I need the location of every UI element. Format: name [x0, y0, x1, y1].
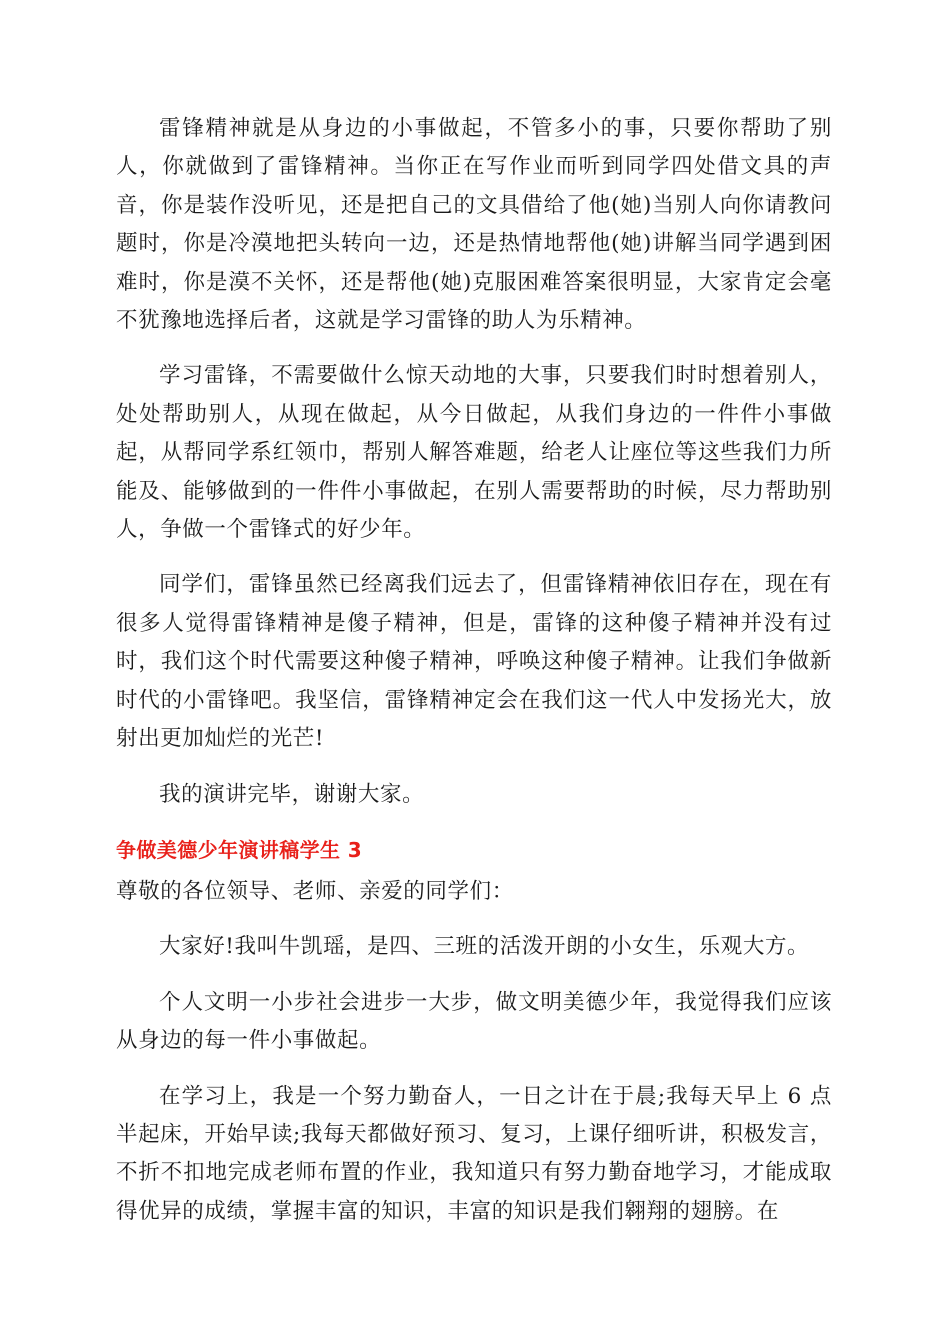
- paragraph-gap: [116, 967, 832, 984]
- paragraph-gap: [116, 814, 832, 831]
- paragraph-leifeng-small-things: 雷锋精神就是从身边的小事做起，不管多小的事，只要你帮助了别人，你就做到了雷锋精神。当你正在写作业而听到同学四处借文具的声音，你是装作没听见，还是把自己的文具借给了他(她)当别人向你请教问题时，你是冷漠地把头转向一边，还是热情地帮他(她)讲解当同学遇到困难时，你是漠不关怀，还是帮他(她)克服困难答案很明显，大家肯定会毫不犹豫地选择后者，这就是学习雷锋的助人为乐精神。: [116, 116, 832, 334]
- paragraph-gap: [116, 911, 832, 928]
- paragraph-closing: 我的演讲完毕，谢谢大家。: [159, 781, 425, 807]
- paragraph-gap: [116, 340, 832, 357]
- section-title: 争做美德少年演讲稿学生 3: [116, 837, 363, 862]
- paragraph-learn-leifeng: 学习雷锋，不需要做什么惊天动地的大事，只要我们时时想着别人，处处帮助别人，从现在做起，从今日做起，从我们身边的一件件小事做起，从帮同学系红领巾，帮别人解答难题，给老人让座位等这些我们力所能及、能够做到的一件件小事做起，在别人需要帮助的时候，尽力帮助别人，争做一个雷锋式的好少年。: [116, 363, 832, 543]
- paragraph-study: 在学习上，我是一个努力勤奋人，一日之计在于晨;我每天早上 6 点半起床，开始早读;我每天都做好预习、复习，上课仔细听讲，积极发言，不折不扣地完成老师布置的作业，我知道只有努力勤奋地学习，才能成取得优异的成绩，掌握丰富的知识，丰富的知识是我们翱翔的翅膀。在: [116, 1083, 832, 1224]
- document-body: [116, 110, 832, 1231]
- paragraph-gap: [116, 549, 832, 566]
- paragraph-greeting: 大家好!我叫牛凯瑶，是四、三班的活泼开朗的小女生，乐观大方。: [159, 934, 810, 960]
- salutation: 尊敬的各位领导、老师、亲爱的同学们：: [116, 878, 514, 904]
- paragraph-gap: [116, 759, 832, 776]
- paragraph-civilization: 个人文明一小步社会进步一大步，做文明美德少年，我觉得我们应该从身边的每一件小事做起。: [116, 989, 832, 1054]
- paragraph-gap: [116, 1061, 832, 1078]
- paragraph-leifeng-spirit: 同学们，雷锋虽然已经离我们远去了，但雷锋精神依旧存在，现在有很多人觉得雷锋精神是傻子精神，但是，雷锋的这种傻子精神并没有过时，我们这个时代需要这种傻子精神，呼唤这种傻子精神。让我们争做新时代的小雷锋吧。我坚信，雷锋精神定会在我们这一代人中发扬光大，放射出更加灿烂的光芒!: [116, 572, 832, 752]
